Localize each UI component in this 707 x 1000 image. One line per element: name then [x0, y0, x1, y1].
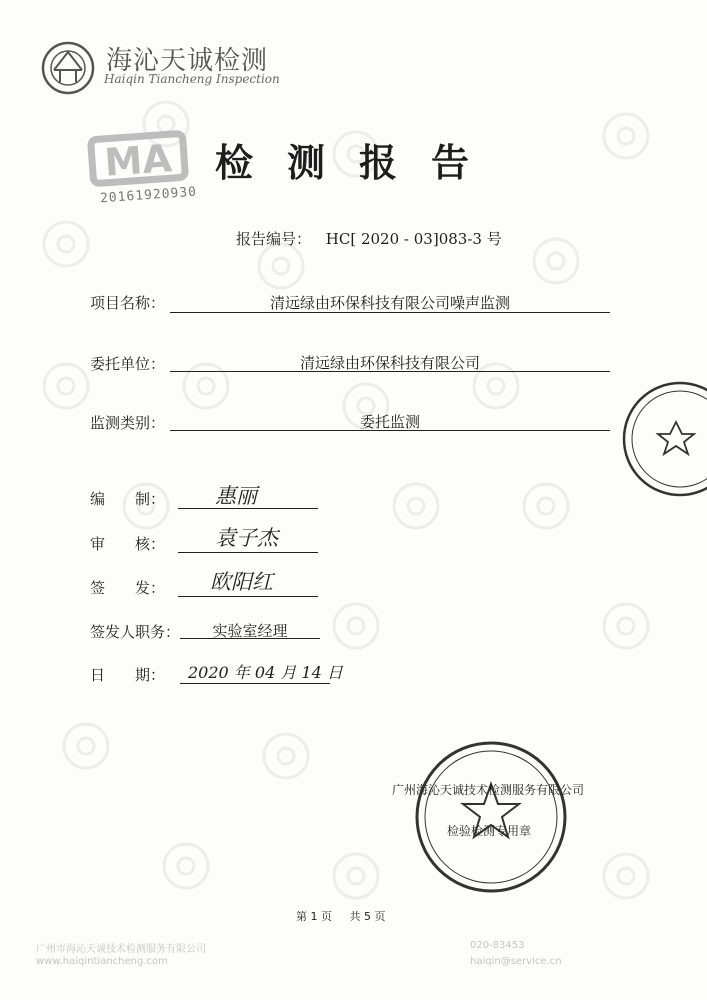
issuer-title-label: 签发人职务：	[90, 623, 181, 641]
report-number-label: 报告编号：	[236, 230, 312, 248]
partial-seal-icon	[612, 374, 707, 504]
compiler-signature: 惠丽	[215, 484, 257, 508]
page-total: 共 5 页	[349, 910, 386, 923]
company-name: 广州海沁天诚技术检测服务有限公司	[392, 783, 585, 797]
company-seal-icon	[412, 738, 570, 896]
watermark-logo-icon	[600, 110, 652, 162]
page-indicator	[296, 908, 386, 924]
watermark-logo-icon	[390, 480, 442, 532]
reviewer-signature: 袁子杰	[215, 526, 278, 550]
page-current: 第 1 页	[296, 910, 332, 923]
category-value: 委托监测	[359, 413, 420, 431]
compiler-label: 编 制：	[90, 490, 166, 508]
watermark-logo-icon	[530, 235, 582, 287]
watermark-logo-icon	[330, 600, 382, 652]
ma-stamp	[84, 124, 206, 192]
watermark-logo-icon	[160, 840, 212, 892]
date-value: 2020 年 04 月 14 日	[188, 663, 343, 682]
ma-mark: MA	[103, 136, 174, 185]
issuer-label: 签 发：	[90, 579, 166, 597]
watermark-logo-icon	[600, 600, 652, 652]
watermark-logo-icon	[520, 480, 572, 532]
footer-address: 广州市海沁天诚技术检测服务有限公司	[36, 944, 206, 955]
reviewer-label: 审 核：	[90, 535, 166, 553]
report-number	[236, 228, 502, 249]
watermark-logo-icon	[40, 218, 92, 270]
project-value: 清远绿由环保科技有限公司噪声监测	[269, 294, 510, 312]
date-underline	[180, 683, 330, 684]
project-label: 项目名称：	[90, 294, 166, 312]
client-value: 清远绿由环保科技有限公司	[299, 354, 480, 372]
page-title: 检测报告	[215, 141, 504, 185]
issuer-title-value: 实验室经理	[212, 622, 288, 640]
compass-logo-icon	[40, 40, 96, 96]
footer-url: www.haiqintiancheng.com	[36, 956, 168, 967]
watermark-logo-icon	[40, 360, 92, 412]
logo-name-en: Haiqin Tiancheng Inspection	[104, 72, 280, 86]
ma-number: 20161920930	[99, 184, 198, 207]
date-label: 日 期：	[90, 666, 166, 684]
report-number-value: HC[ 2020 - 03]083-3 号	[325, 230, 502, 248]
watermark-logo-icon	[260, 730, 312, 782]
issuer-underline	[178, 596, 318, 597]
category-label: 监测类别：	[90, 414, 166, 432]
client-label: 委托单位：	[90, 355, 166, 373]
footer-phone: 020-83453	[470, 940, 525, 951]
watermark-logo-icon	[330, 850, 382, 902]
ma-stamp-icon	[84, 124, 206, 192]
seal-text: 检验检测专用章	[447, 824, 532, 838]
footer-email: haiqin@service.cn	[470, 956, 562, 967]
logo-name-cn: 海沁天诚检测	[106, 46, 269, 76]
watermark-logo-icon	[60, 720, 112, 772]
issuer-signature: 欧阳红	[210, 570, 273, 594]
watermark-logo-icon	[600, 850, 652, 902]
reviewer-underline	[178, 552, 318, 553]
